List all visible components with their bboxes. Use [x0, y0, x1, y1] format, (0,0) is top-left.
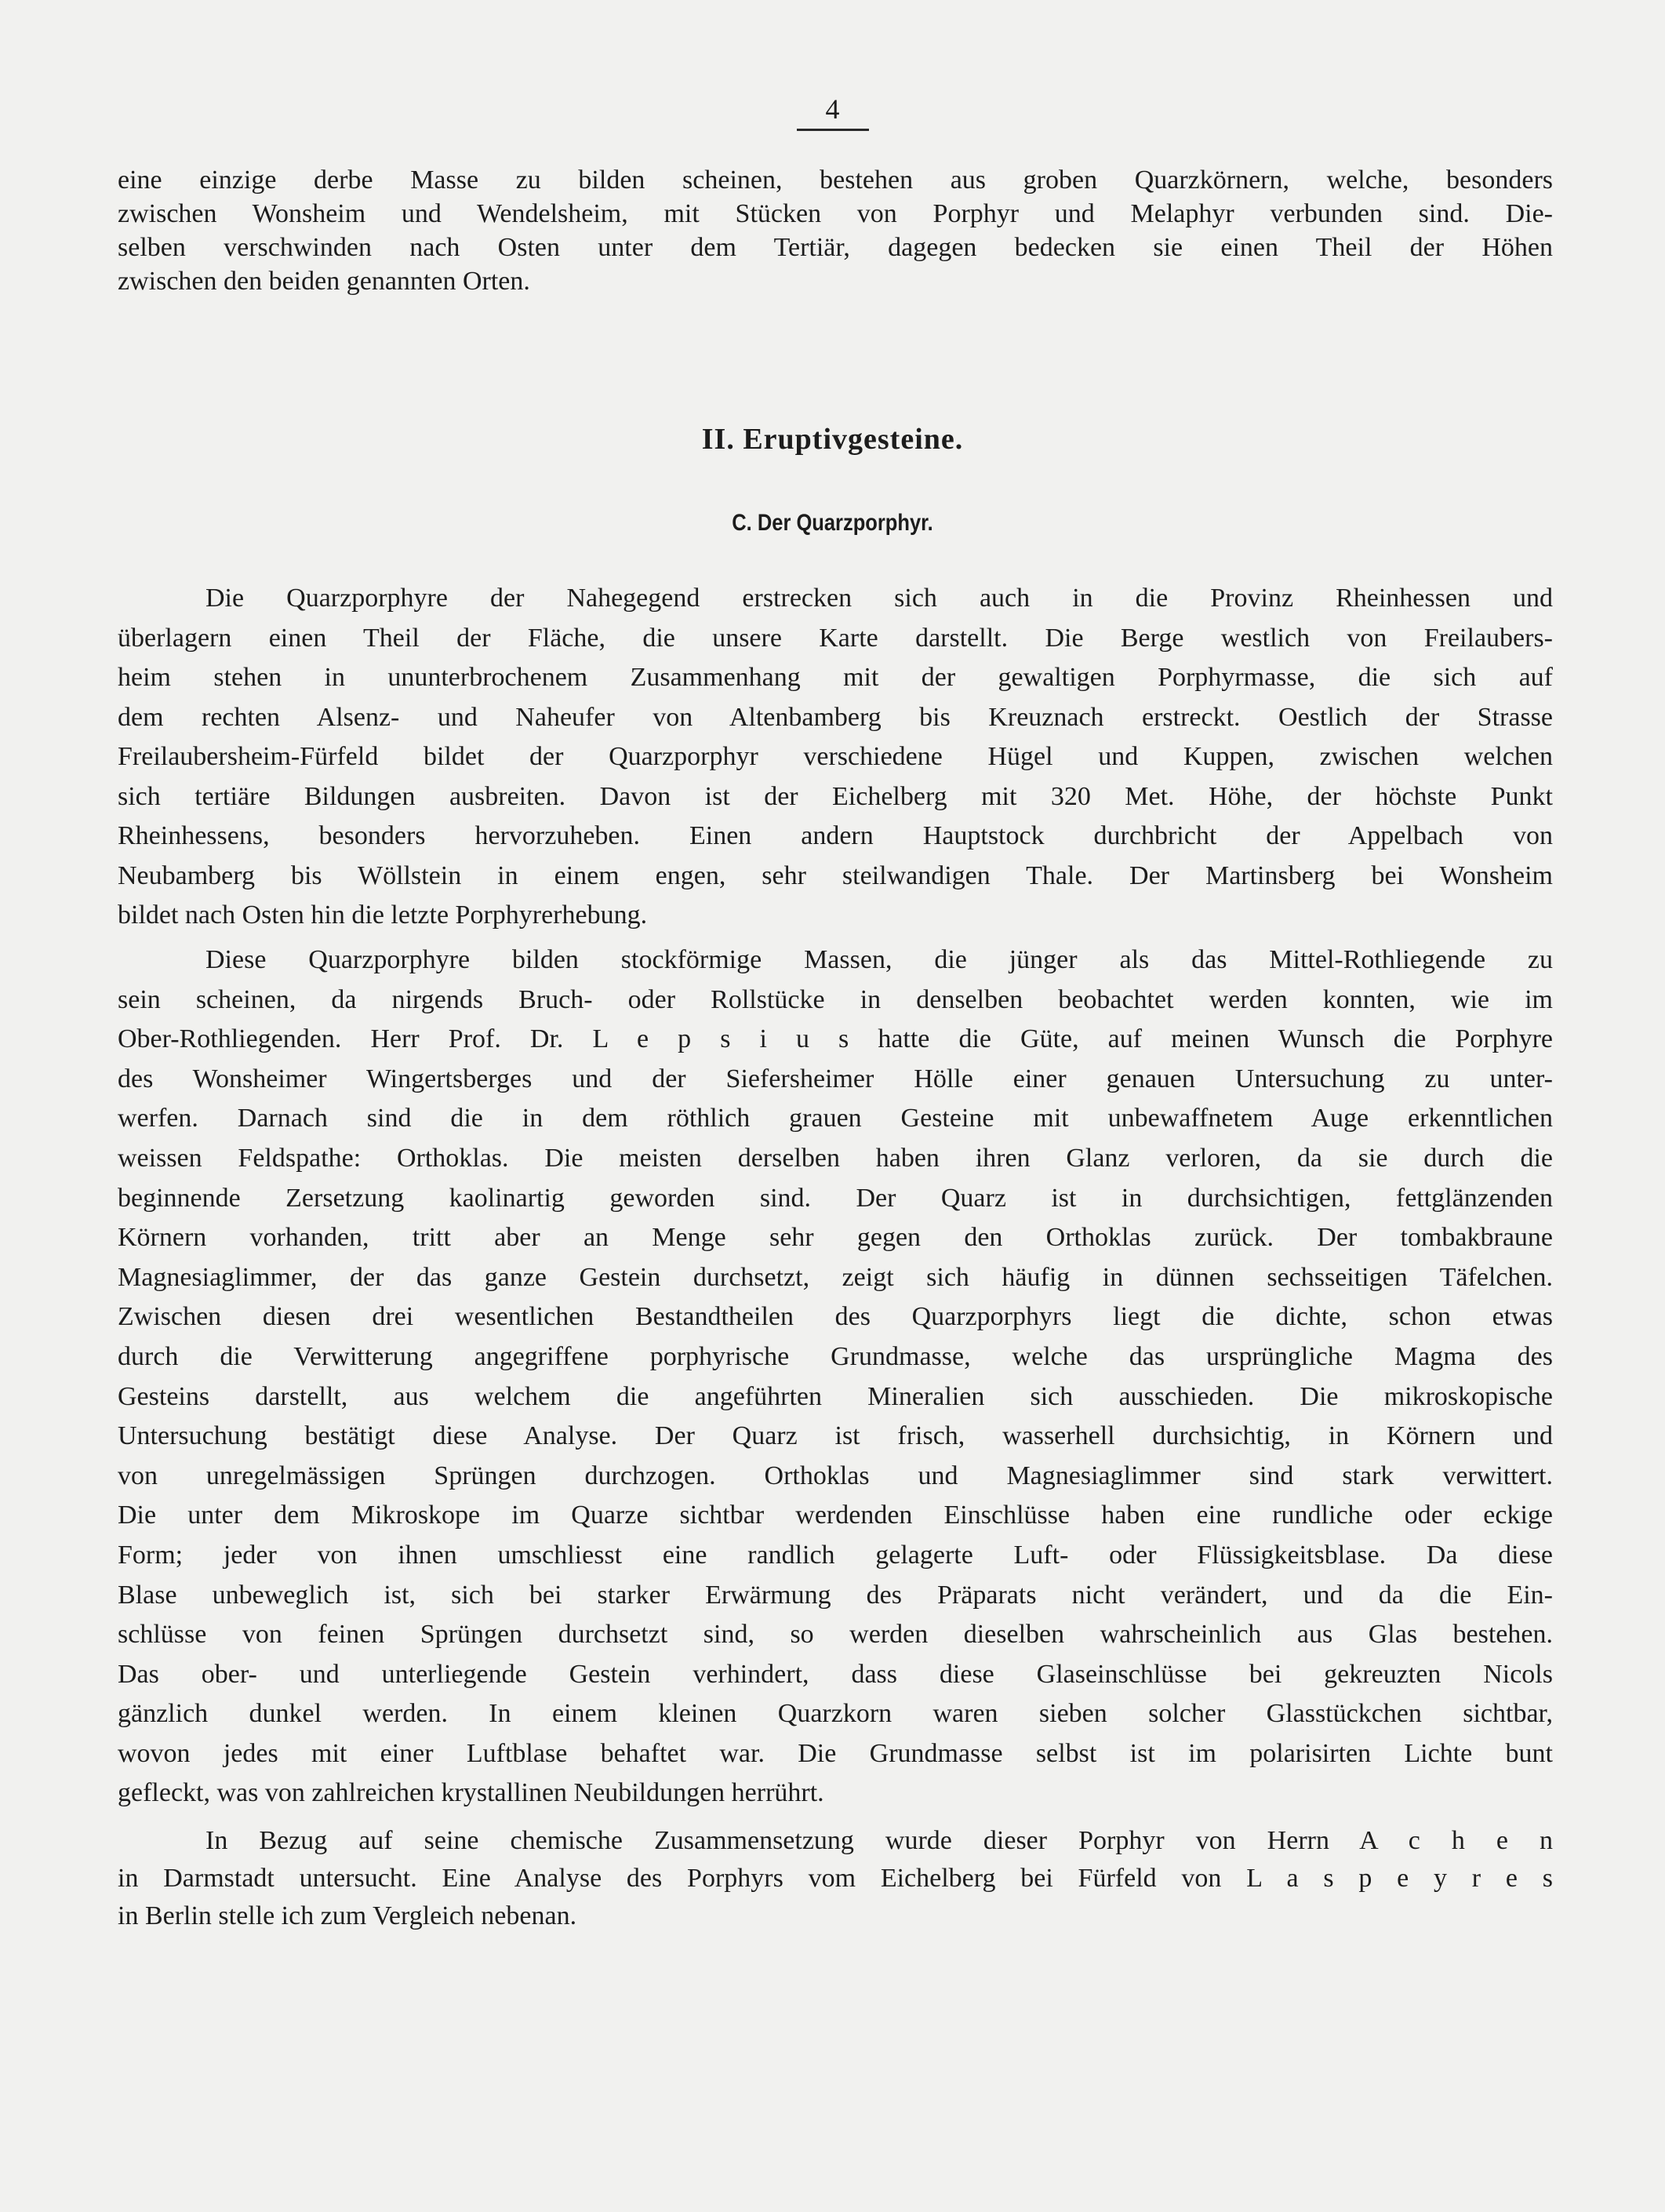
text-line: Form; jeder von ihnen umschliesst eine randlich gelagerte Luft- oder Flüssigkeitsblase. Da diese	[118, 1540, 1553, 1570]
text-line: gänzlich dunkel werden. In einem kleinen Quarzkorn waren sieben solcher Glasstückchen sichtbar,	[118, 1699, 1553, 1729]
text-line: Untersuchung bestätigt diese Analyse. Der Quarz ist frisch, wasserhell durchsichtig, in Körnern und	[118, 1421, 1553, 1451]
text-line: zwischen den beiden genannten Orten.	[118, 267, 530, 296]
text-line: Neubamberg bis Wöllstein in einem engen, sehr steilwandigen Thale. Der Martinsberg bei Wonsheim	[118, 860, 1553, 890]
text-line: sich tertiäre Bildungen ausbreiten. Davon ist der Eichelberg mit 320 Met. Höhe, der höchste Punkt	[118, 781, 1553, 811]
text-line: durch die Verwitterung angegriffene porphyrische Grundmasse, welche das ursprüngliche Magma des	[118, 1341, 1553, 1371]
text-line: gefleckt, was von zahlreichen krystallinen Neubildungen herrührt.	[118, 1778, 824, 1808]
paragraph-4	[118, 1822, 1553, 1935]
page-number-rule	[797, 129, 869, 131]
text-line: Gesteins darstellt, aus welchem die angeführten Mineralien sich ausschieden. Die mikroskopische	[118, 1381, 1553, 1411]
text-line: heim stehen in ununterbrochenem Zusammenhang mit der gewaltigen Porphyrmasse, die sich auf	[118, 663, 1553, 692]
text-line: in Darmstadt untersucht. Eine Analyse des Porphyrs vom Eichelberg bei Fürfeld von L a s p e y r e s	[118, 1864, 1553, 1893]
text-line: eine einzige derbe Masse zu bilden scheinen, bestehen aus groben Quarzkörnern, welche, besonders	[118, 166, 1553, 195]
text-line: beginnende Zersetzung kaolinartig geworden sind. Der Quarz ist in durchsichtigen, fettglänzenden	[118, 1183, 1553, 1213]
text-line: selben verschwinden nach Osten unter dem Tertiär, dagegen bedecken sie einen Theil der Höhen	[118, 233, 1553, 262]
text-line: Das ober- und unterliegende Gestein verhindert, dass diese Glaseinschlüsse bei gekreuzten Nicols	[118, 1659, 1553, 1689]
text-line: schlüsse von feinen Sprüngen durchsetzt sind, so werden dieselben wahrscheinlich aus Glas bestehen.	[118, 1620, 1553, 1650]
text-line: in Berlin stelle ich zum Vergleich nebenan.	[118, 1901, 577, 1930]
text-line: dem rechten Alsenz- und Naheufer von Altenbamberg bis Kreuznach erstreckt. Oestlich der Strasse	[118, 702, 1553, 732]
subsection-heading: C. Der Quarzporphyr.	[732, 510, 933, 536]
text-line: Magnesiaglimmer, der das ganze Gestein durchsetzt, zeigt sich häufig in dünnen sechsseitigen Täfelchen.	[118, 1262, 1553, 1292]
text-line: Zwischen diesen drei wesentlichen Bestandtheilen des Quarzporphyrs liegt die dichte, schon etwas	[118, 1302, 1553, 1332]
paragraph-2	[118, 579, 1553, 936]
text-line: Rheinhessens, besonders hervorzuheben. Einen andern Hauptstock durchbricht der Appelbach von	[118, 821, 1553, 850]
text-line: sein scheinen, da nirgends Bruch- oder Rollstücke in denselben beobachtet werden konnten, wie im	[118, 984, 1553, 1014]
text-line: Die unter dem Mikroskope im Quarze sichtbar werdenden Einschlüsse haben eine rundliche oder eckige	[118, 1501, 1553, 1530]
page-number: 4	[825, 93, 840, 125]
paragraph-3	[118, 940, 1553, 1814]
text-line: weissen Feldspathe: Orthoklas. Die meisten derselben haben ihren Glanz verloren, da sie durch die	[118, 1143, 1553, 1173]
text-line: werfen. Darnach sind die in dem röthlich grauen Gesteine mit unbewaffnetem Auge erkenntlichen	[118, 1104, 1553, 1133]
section-heading: II. Eruptivgesteine.	[701, 423, 964, 456]
text-line: zwischen Wonsheim und Wendelsheim, mit Stücken von Porphyr und Melaphyr verbunden sind. Die-	[118, 199, 1553, 228]
text-line: Freilaubersheim-Fürfeld bildet der Quarzporphyr verschiedene Hügel und Kuppen, zwischen welchen	[118, 742, 1553, 771]
text-line: bildet nach Osten hin die letzte Porphyrerhebung.	[118, 900, 648, 930]
text-line: In Bezug auf seine chemische Zusammensetzung wurde dieser Porphyr von Herrn A c h e n	[205, 1826, 1553, 1855]
text-line: Diese Quarzporphyre bilden stockförmige Massen, die jünger als das Mittel-Rothliegende zu	[205, 945, 1553, 974]
text-line: des Wonsheimer Wingertsberges und der Siefersheimer Hölle einer genauen Untersuchung zu unter-	[118, 1064, 1553, 1093]
text-line: von unregelmässigen Sprüngen durchzogen. Orthoklas und Magnesiaglimmer sind stark verwittert.	[118, 1461, 1553, 1490]
text-line: wovon jedes mit einer Luftblase behaftet war. Die Grundmasse selbst ist im polarisirten Lichte bunt	[118, 1738, 1553, 1768]
text-line: überlagern einen Theil der Fläche, die unsere Karte darstellt. Die Berge westlich von Freilaubers-	[118, 623, 1553, 653]
text-line: Körnern vorhanden, tritt aber an Menge sehr gegen den Orthoklas zurück. Der tombakbraune	[118, 1223, 1553, 1253]
paragraph-1	[118, 163, 1553, 298]
text-line: Ober-Rothliegenden. Herr Prof. Dr. L e p s i u s hatte die Güte, auf meinen Wunsch die Porphyre	[118, 1024, 1553, 1054]
text-line: Die Quarzporphyre der Nahegegend erstrecken sich auch in die Provinz Rheinhessen und	[205, 584, 1553, 613]
text-line: Blase unbeweglich ist, sich bei starker Erwärmung des Präparats nicht verändert, und da die Ein-	[118, 1580, 1553, 1610]
